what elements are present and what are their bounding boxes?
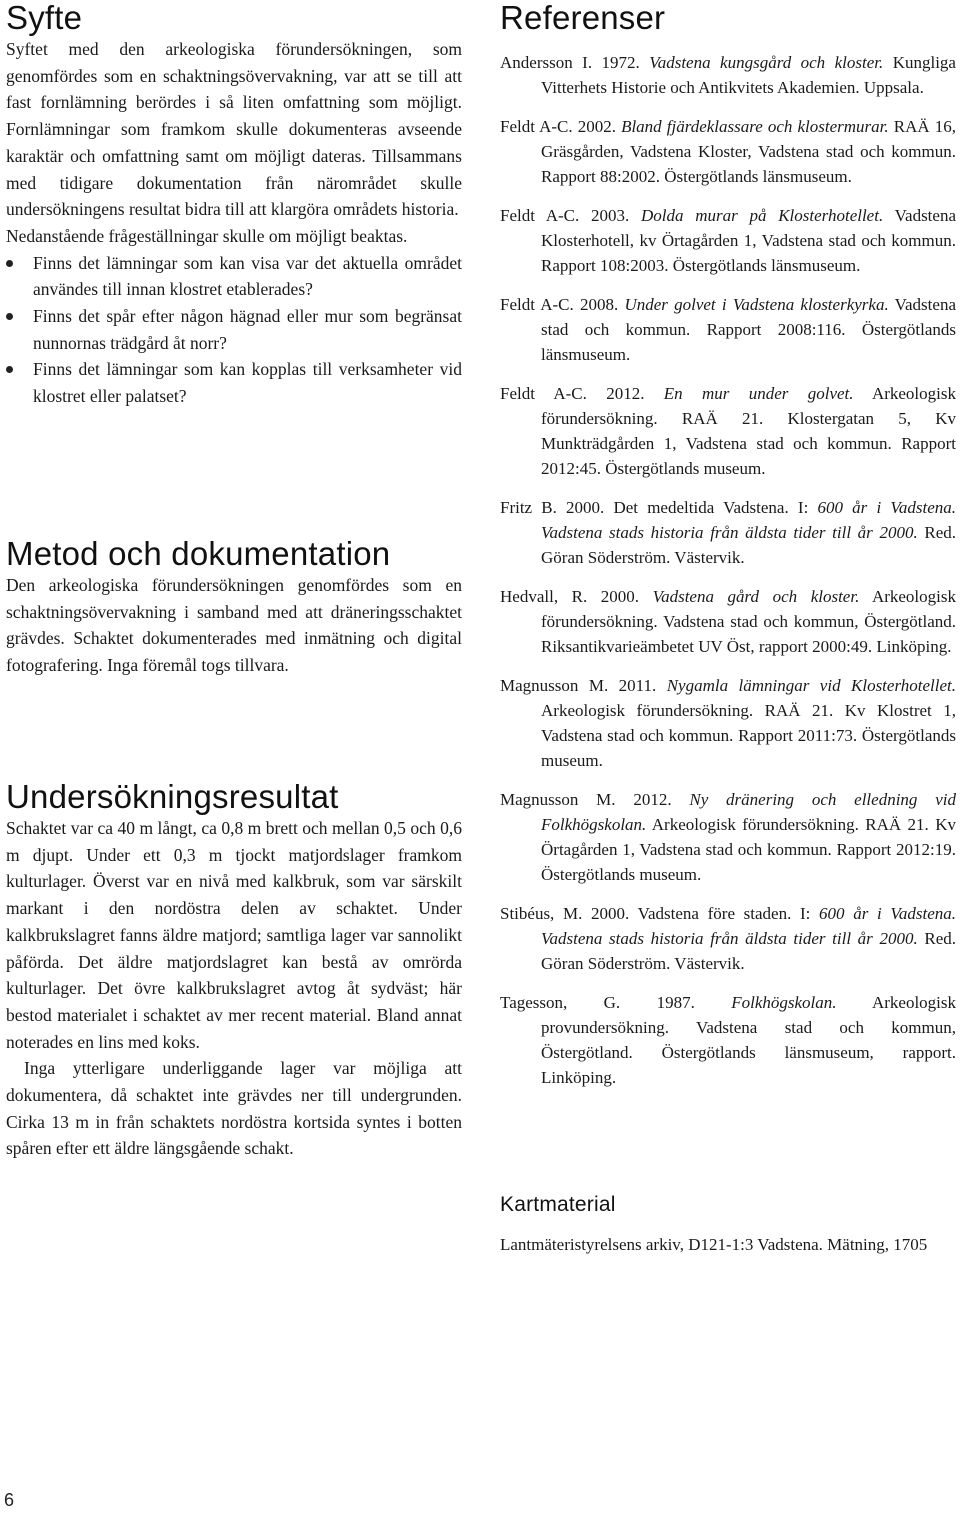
reference-author: Tagesson, G. 1987. — [500, 993, 732, 1012]
question-text: Finns det spår efter någon hägnad eller mur som begränsat nunnornas trädgård åt norr? — [33, 306, 462, 353]
section-metod — [6, 536, 462, 679]
reference-details: Vadstena stad och kommun. Rapport 2008:116. Östergötlands länsmuseum. — [541, 295, 956, 364]
page-number: 6 — [4, 1490, 15, 1510]
reference-details: Arkeologisk förundersökning. RAÄ 21. Kv Klostret 1, Vadstena stad och kommun. Rapport 2011:73. Östergötlands museum. — [541, 701, 956, 770]
syfte-paragraph: Syftet med den arkeologiska förundersökningen, som genomfördes som en schaktningsövervakning, var att se till att fast fornlämning berördes i så liten omfattning som möjligt. Fornlämningar som framkom skulle dokumenteras avseende karaktär och omfattning samt om möjligt dateras. Tillsammans med tidigare dokumentation från närområdet skulle undersökningens resultat bidra till att klargöra områdets historia. — [6, 39, 462, 220]
reference-item — [500, 50, 956, 100]
section-kartmaterial — [500, 1192, 956, 1257]
list-item — [6, 303, 462, 356]
reference-item — [500, 203, 956, 278]
heading-referenser: Referenser — [500, 0, 666, 36]
resultat-paragraph-2: Inga ytterligare underliggande lager var möjliga att dokumentera, då schaktet inte grävdes ner till undergrunden. Cirka 13 m in från schaktets nordöstra kortsida syntes i botten spåren efter ett äldre längsgående schakt. — [6, 1058, 462, 1159]
reference-item — [500, 495, 956, 570]
bullet-icon — [6, 366, 13, 373]
reference-details: Arkeologisk förundersökning. RAÄ 21. Klostergatan 5, Kv Munkträdgården 1, Vadstena stad och kommun. Rapport 2012:45. Östergötlands museum. — [541, 384, 956, 478]
heading-kartmaterial: Kartmaterial — [500, 1193, 616, 1216]
reference-details: Arkeologisk förundersökning. RAÄ 21. Kv Örtagården 1, Vadstena stad och kommun. Rapport 2012:19. Östergötlands museum. — [541, 815, 956, 884]
reference-item — [500, 292, 956, 367]
question-text: Finns det lämningar som kan visa var det aktuella området användes till innan klostret etablerades? — [33, 252, 462, 300]
reference-title: Folkhögskolan. — [731, 993, 837, 1012]
reference-title: Dolda murar på Klosterhotellet. — [641, 206, 884, 225]
heading-resultat: Undersökningsresultat — [6, 778, 339, 815]
reference-details: Kungliga Vitterhets Historie och Antikvitets Akademien. Uppsala. — [541, 53, 956, 97]
reference-author: Stibéus, M. 2000. Vadstena före staden. I: — [500, 904, 820, 923]
reference-title: Bland fjärdeklassare och klostermurar. — [621, 117, 889, 136]
questions-list — [6, 250, 462, 410]
kartmaterial-item: Lantmäteristyrelsens arkiv, D121-1:3 Vadstena. Mätning, 1705 — [500, 1235, 928, 1254]
reference-details: Red. Göran Söderström. Västervik. — [541, 929, 956, 973]
reference-details: Vadstena Klosterhotell, kv Örtagården 1, Vadstena stad och kommun. Rapport 108:2003. Östergötlands länsmuseum. — [541, 206, 956, 275]
reference-title: Under golvet i Vadstena klosterkyrka. — [624, 295, 889, 314]
reference-title: Ny dränering och elledning vid Folkhögskolan. — [541, 790, 956, 834]
bullet-icon — [6, 313, 13, 320]
reference-author: Feldt A-C. 2002. — [500, 117, 622, 136]
reference-item — [500, 114, 956, 189]
reference-author: Hedvall, R. 2000. — [500, 587, 653, 606]
reference-title: 600 år i Vadstena. Vadstena stads historia från äldsta tider till år 2000. — [541, 904, 956, 948]
reference-author: Feldt A-C. 2003. — [500, 206, 641, 225]
reference-item — [500, 673, 956, 773]
question-text: Finns det lämningar som kan kopplas till verksamheter vid klostret eller palatset? — [33, 359, 462, 407]
reference-item — [500, 901, 956, 976]
reference-title: Nygamla lämningar vid Klosterhotellet. — [666, 676, 956, 695]
reference-item — [500, 584, 956, 659]
reference-author: Feldt A-C. 2012. — [500, 384, 664, 403]
reference-details: Arkeologisk förundersökning. Vadstena stad och kommun, Östergötland. Riksantikvarieämbetet UV Öst, rapport 2000:49. Linköping. — [541, 587, 956, 656]
reference-list — [500, 50, 956, 1090]
section-referenser — [500, 0, 956, 1090]
section-resultat — [6, 779, 462, 1162]
list-item — [6, 356, 462, 409]
reference-author: Magnusson M. 2012. — [500, 790, 690, 809]
reference-item — [500, 381, 956, 481]
reference-details: Arkeologisk provundersökning. Vadstena stad och kommun, Östergötland. Östergötlands länsmuseum, rapport. Linköping. — [541, 993, 957, 1087]
reference-author: Andersson I. 1972. — [500, 53, 650, 72]
reference-author: Magnusson M. 2011. — [500, 676, 667, 695]
reference-details: Red. Göran Söderström. Västervik. — [541, 523, 956, 567]
reference-item — [500, 787, 956, 887]
reference-title: Vadstena kungsgård och kloster. — [649, 53, 884, 72]
reference-title: Vadstena gård och kloster. — [652, 587, 860, 606]
section-syfte — [6, 0, 462, 410]
resultat-paragraph-1: Schaktet var ca 40 m långt, ca 0,8 m brett och mellan 0,5 och 0,6 m djupt. Under ett 0,3 m tjockt matjordslager framkom kulturlager. Överst var en nivå med kalkbruk, som var särskilt markant i den nordöstra delen av schaktet. Under kalkbrukslagret fanns äldre matjord; samtliga lager var sannolikt påförda. Det äldre matjordslagret kan bestå av omrörda kulturlager. Det övre kalkbrukslagret avtog åt sydväst; här bestod materialet i schaktet av mer recent material. Bland annat noterades en lins med koks. — [6, 818, 462, 1052]
reference-title: En mur under golvet. — [663, 384, 854, 403]
bullet-icon — [6, 260, 13, 267]
reference-item — [500, 990, 956, 1090]
list-item — [6, 250, 462, 303]
questions-intro: Nedanstående frågeställningar skulle om möjligt beaktas. — [6, 225, 408, 246]
heading-syfte: Syfte — [6, 0, 83, 36]
metod-paragraph: Den arkeologiska förundersökningen genomfördes som en schaktningsövervakning i samband med att dräneringsschaktet grävdes. Schaktet dokumenterades med inmätning och digital fotografering. Inga föremål togs tillvara. — [6, 575, 462, 676]
reference-details: RAÄ 16, Gräsgården, Vadstena Kloster, Vadstena stad och kommun. Rapport 88:2002. Östergötlands länsmuseum. — [541, 117, 956, 186]
reference-author: Feldt A-C. 2008. — [500, 295, 625, 314]
heading-metod: Metod och dokumentation — [6, 535, 391, 572]
reference-title: 600 år i Vadstena. Vadstena stads historia från äldsta tider till år 2000. — [541, 498, 956, 542]
reference-author: Fritz B. 2000. Det medeltida Vadstena. I: — [500, 498, 818, 517]
